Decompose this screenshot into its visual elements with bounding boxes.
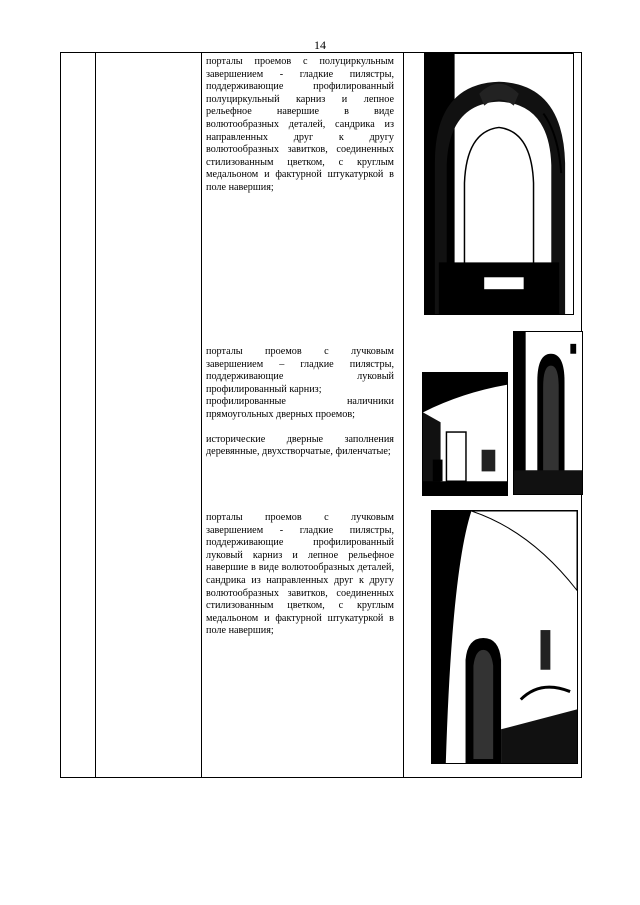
row-2-photo-interior bbox=[422, 372, 508, 496]
row-2-description bbox=[206, 346, 394, 459]
row-2-photo-door bbox=[513, 331, 583, 495]
column-divider bbox=[403, 53, 404, 777]
row-3-photo-vaulted-corridor bbox=[431, 510, 578, 764]
row-2-text: порталы проемов с лучковым завершением – гладкие пилястры, поддерживающие луковый профилированный карниз; bbox=[206, 346, 394, 395]
row-1-text: порталы проемов с полуциркульным завершением - гладкие пилястры, поддерживающие профилированный полуциркульный карниз и лепное рельефное навершие в виде волютообразных деталей, сандрика из направленных друг к другу волютообразных завитков, соединенных стилизованным цветком, с круглым медальоном и фактурной штукатуркой в поле навершия; bbox=[206, 56, 394, 193]
column-divider bbox=[95, 53, 96, 777]
row-1-photo-arched-portal bbox=[424, 53, 574, 315]
row-3-text: порталы проемов с лучковым завершением - гладкие пилястры, поддерживающие профилированный луковый карниз и лепное рельефное навершие в виде волютообразных деталей, сандрика из направленных друг к другу волютообразных завитков, соединенных стилизованным цветком, с круглым медальоном и фактурной штукатуркой в поле навершия; bbox=[206, 512, 394, 637]
page-number: 14 bbox=[314, 38, 326, 52]
row-1-description bbox=[206, 56, 394, 195]
column-divider bbox=[201, 53, 202, 777]
row-3-description bbox=[206, 512, 394, 638]
row-2-text-2: профилированные наличники прямоугольных дверных проемов; bbox=[206, 396, 394, 420]
row-2-text-3: исторические дверные заполнения деревянные, двухстворчатые, филенчатые; bbox=[206, 433, 394, 458]
